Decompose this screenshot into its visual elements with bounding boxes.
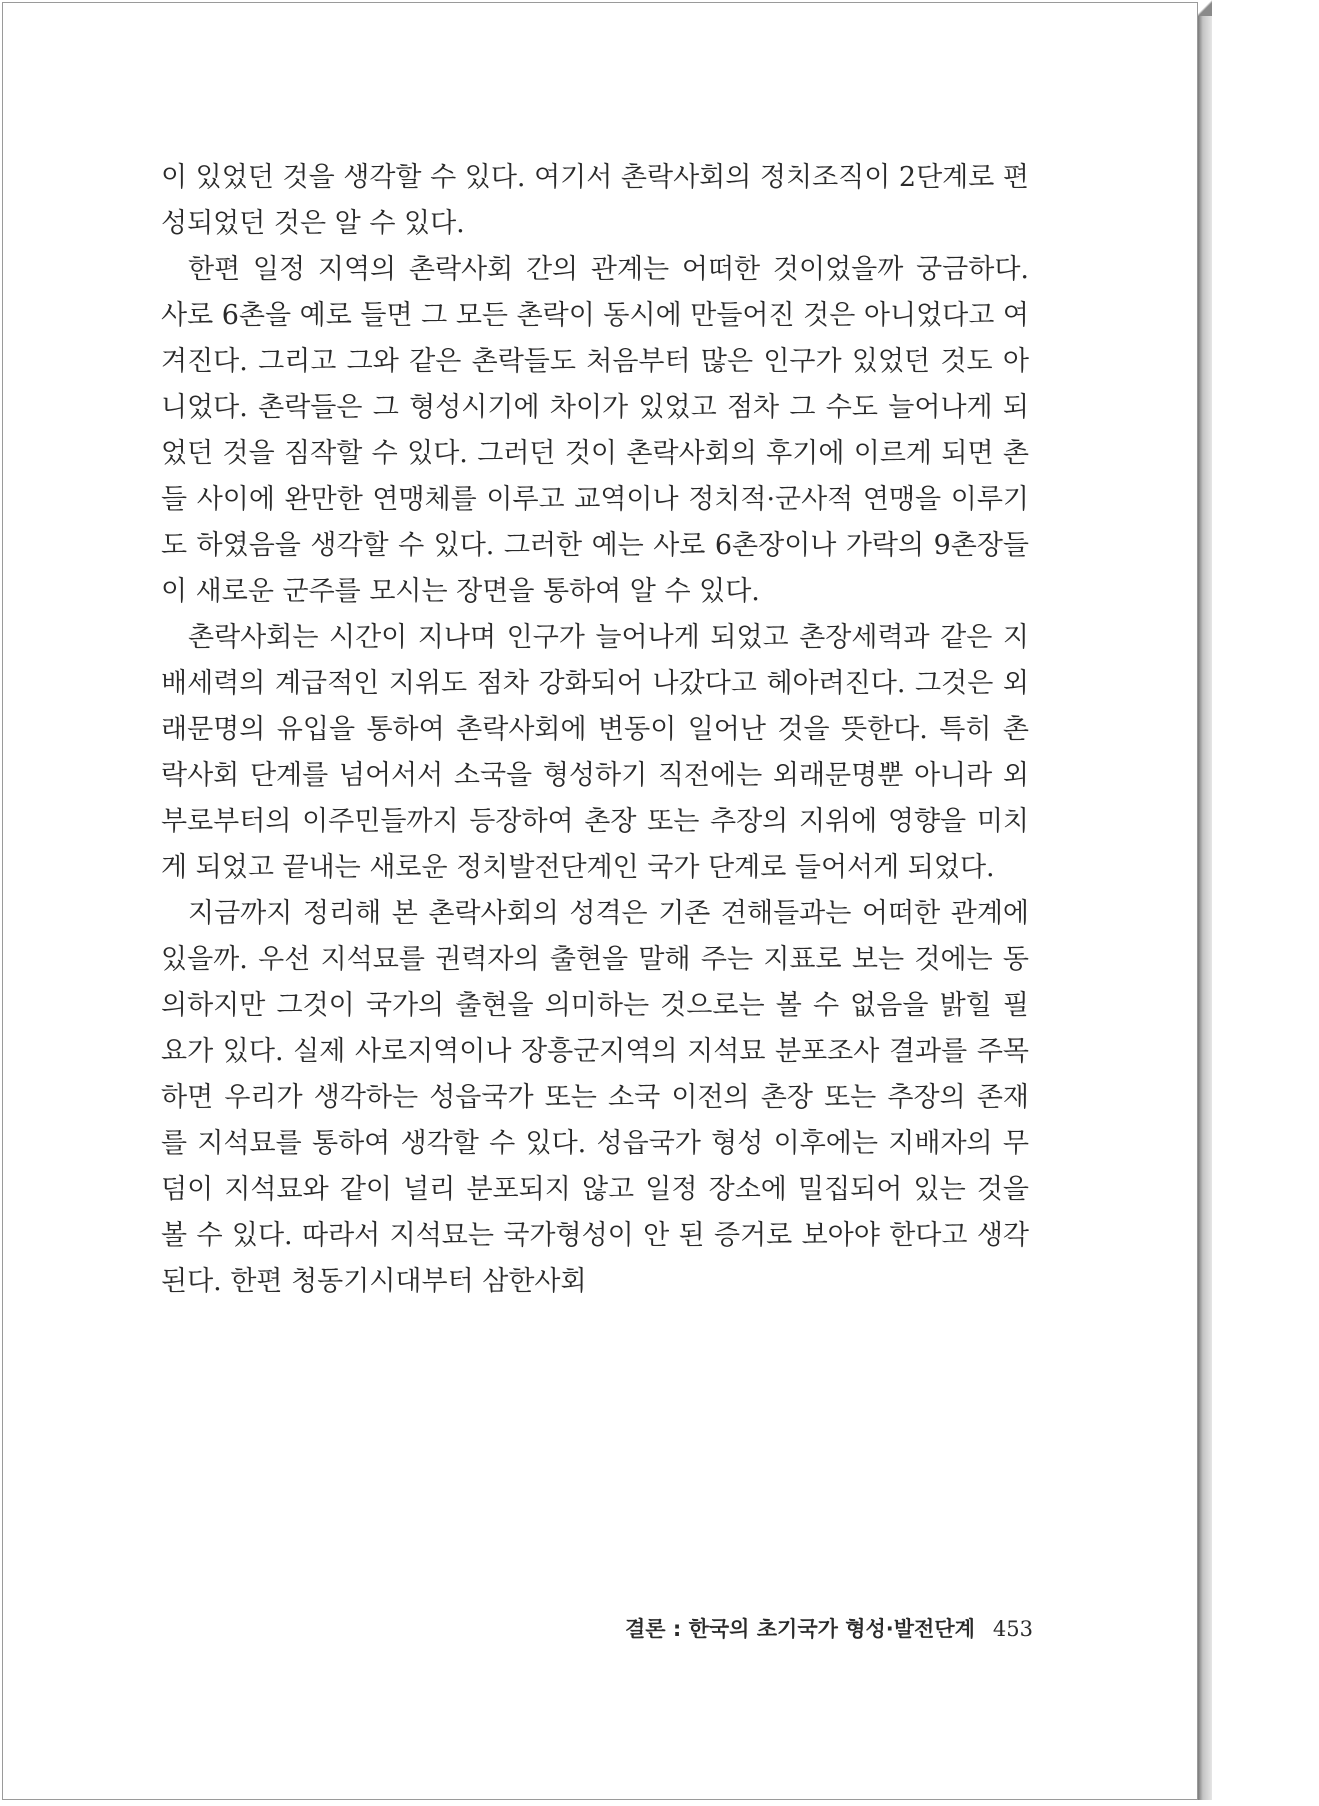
book-page xyxy=(2,2,1198,1800)
running-title: 결론 : 한국의 초기국가 형성·발전단계 xyxy=(624,1617,975,1641)
page-footer xyxy=(503,1613,1033,1643)
paragraph-2: 한편 일정 지역의 촌락사회 간의 관계는 어떠한 것이었을까 궁금하다. 사로 6촌을 예로 들면 그 모든 촌락이 동시에 만들어진 것은 아니었다고 여겨진다. 그리고 그와 같은 촌락들도 처음부터 많은 인구가 있었던 것도 아니었다. 촌락들은 그 형성시기에 차이가 있었고 점차 그 수도 늘어나게 되었던 것을 짐작할 수 있다. 그러던 것이 촌락사회의 후기에 이르게 되면 촌들 사이에 완만한 연맹체를 이루고 교역이나 정치적·군사적 연맹을 이루기도 하였음을 생각할 수 있다. 그러한 예는 사로 6촌장이나 가락의 9촌장들이 새로운 군주를 모시는 장면을 통하여 알 수 있다. xyxy=(161,254,1029,607)
paragraph-1: 이 있었던 것을 생각할 수 있다. 여기서 촌락사회의 정치조직이 2단계로 편성되었던 것은 알 수 있다. xyxy=(161,162,1029,239)
page-edge-shadow xyxy=(1198,4,1212,1800)
paragraph-4: 지금까지 정리해 본 촌락사회의 성격은 기존 견해들과는 어떠한 관계에 있을까. 우선 지석묘를 권력자의 출현을 말해 주는 지표로 보는 것에는 동의하지만 그것이 국가의 출현을 의미하는 것으로는 볼 수 없음을 밝힐 필요가 있다. 실제 사로지역이나 장흥군지역의 지석묘 분포조사 결과를 주목하면 우리가 생각하는 성읍국가 또는 소국 이전의 촌장 또는 추장의 존재를 지석묘를 통하여 생각할 수 있다. 성읍국가 형성 이후에는 지배자의 무덤이 지석묘와 같이 널리 분포되지 않고 일정 장소에 밀집되어 있는 것을 볼 수 있다. 따라서 지석묘는 국가형성이 안 된 증거로 보아야 한다고 생각된다. 한편 청동기시대부터 삼한사회 xyxy=(161,898,1029,1297)
page-number: 453 xyxy=(992,1617,1033,1641)
body-text xyxy=(161,155,1029,1305)
paragraph-3: 촌락사회는 시간이 지나며 인구가 늘어나게 되었고 촌장세력과 같은 지배세력의 계급적인 지위도 점차 강화되어 나갔다고 헤아려진다. 그것은 외래문명의 유입을 통하여 촌락사회에 변동이 일어난 것을 뜻한다. 특히 촌락사회 단계를 넘어서서 소국을 형성하기 직전에는 외래문명뿐 아니라 외부로부터의 이주민들까지 등장하여 촌장 또는 추장의 지위에 영향을 미치게 되었고 끝내는 새로운 정치발전단계인 국가 단계로 들어서게 되었다. xyxy=(161,622,1029,883)
